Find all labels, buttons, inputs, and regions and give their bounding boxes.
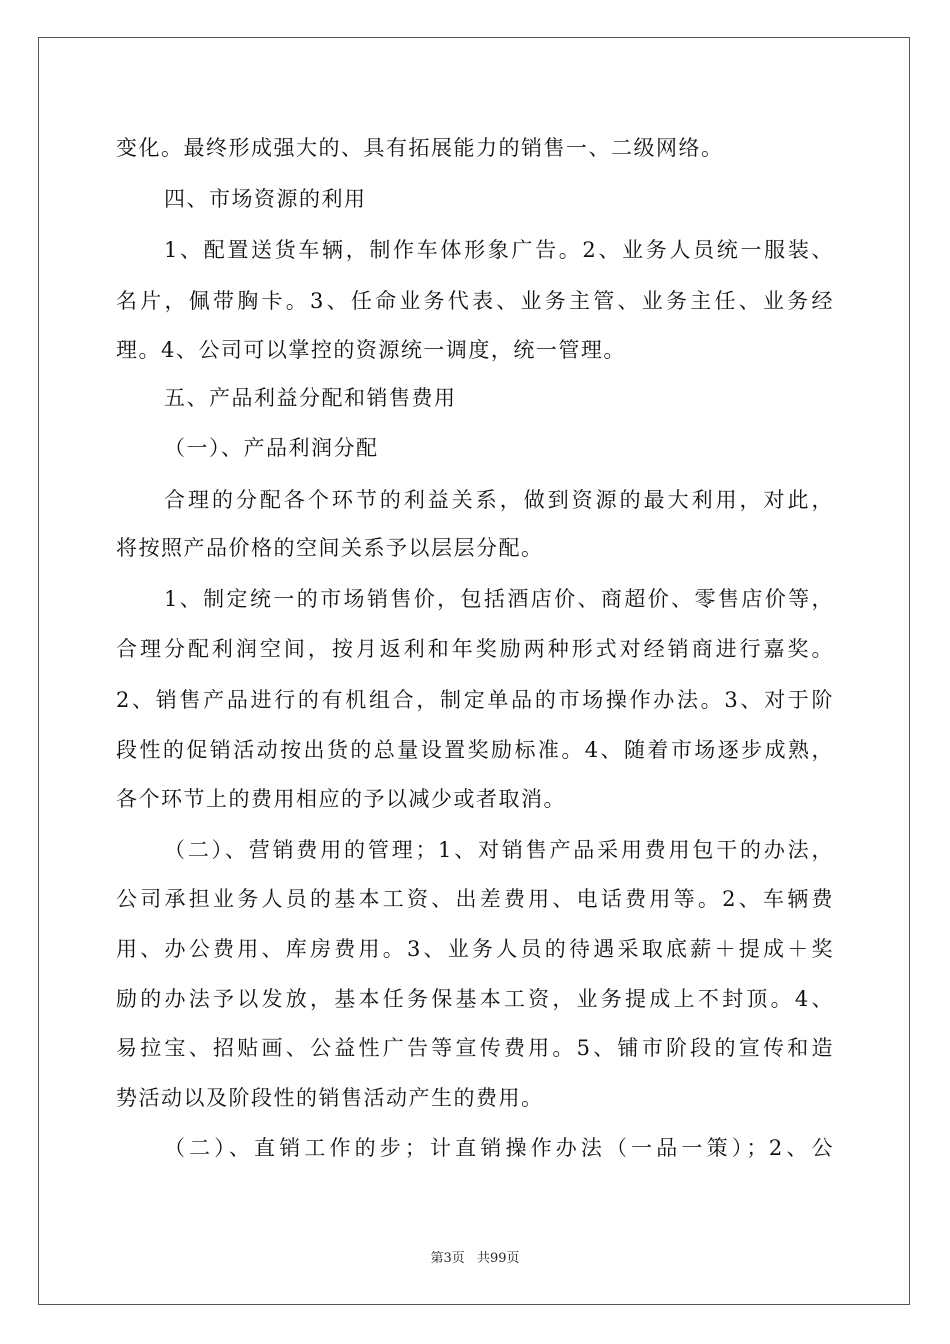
paragraph-line: 1、配置送货车辆，制作车体形象广告。2、业务人员统一服装、: [164, 238, 834, 262]
paragraph-line: （二）、直销工作的步；计直销操作办法（一品一策）；2、公: [164, 1136, 834, 1160]
total-page-count: 共99页: [476, 1251, 520, 1266]
paragraph-line: 1、制定统一的市场销售价，包括酒店价、商超价、零售店价等，: [164, 587, 834, 611]
paragraph-line: 励的办法予以发放，基本任务保基本工资，业务提成上不封顶。4、: [116, 987, 834, 1011]
current-page-number: 第3页: [430, 1251, 465, 1266]
section-heading: 四、市场资源的利用: [164, 187, 367, 211]
paragraph-line: 各个环节上的费用相应的予以减少或者取消。: [116, 787, 566, 811]
paragraph-line: 段性的促销活动按出货的总量设置奖励标准。4、随着市场逐步成熟，: [116, 738, 834, 762]
section-heading: 五、产品利益分配和销售费用: [164, 386, 457, 410]
paragraph-line: （二）、营销费用的管理；1、对销售产品采用费用包干的办法，: [164, 838, 834, 862]
paragraph-line: 易拉宝、招贴画、公益性广告等宣传费用。5、铺市阶段的宣传和造: [116, 1036, 834, 1060]
paragraph-line: 势活动以及阶段性的销售活动产生的费用。: [116, 1086, 544, 1110]
paragraph-line: 名片，佩带胸卡。3、任命业务代表、业务主管、业务主任、业务经: [116, 289, 834, 313]
paragraph-line: 2、销售产品进行的有机组合，制定单品的市场操作办法。3、对于阶: [116, 688, 834, 712]
subsection-heading: （一）、产品利润分配: [164, 436, 379, 460]
paragraph-line: 将按照产品价格的空间关系予以层层分配。: [116, 536, 544, 560]
paragraph-line: 用、办公费用、库房费用。3、业务人员的待遇采取底薪＋提成＋奖: [116, 937, 834, 961]
page-footer: [0, 1247, 950, 1266]
paragraph-line: 理。4、公司可以掌控的资源统一调度，统一管理。: [116, 338, 626, 362]
paragraph-line: 公司承担业务人员的基本工资、出差费用、电话费用等。2、车辆费: [116, 887, 834, 911]
paragraph-line: 合理的分配各个环节的利益关系，做到资源的最大利用，对此，: [164, 488, 834, 512]
paragraph-line: 合理分配利润空间，按月返利和年奖励两种形式对经销商进行嘉奖。: [116, 637, 834, 661]
paragraph-line: 变化。最终形成强大的、具有拓展能力的销售一、二级网络。: [116, 136, 724, 160]
